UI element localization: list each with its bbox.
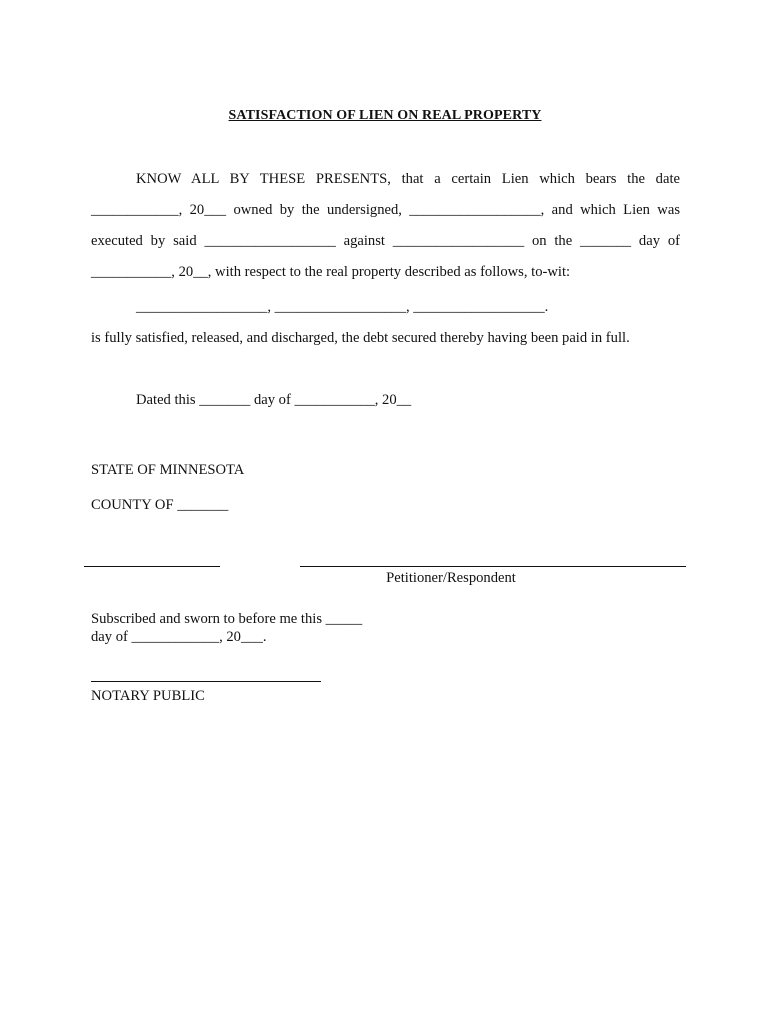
paragraph-line-1: KNOW ALL BY THESE PRESENTS, that a certain Lien which bears the date [136,171,680,187]
property-description-blanks: __________________, __________________, __________________. [136,299,549,315]
document-title: SATISFACTION OF LIEN ON REAL PROPERTY [228,108,542,123]
signature-line-right [300,566,686,567]
satisfied-statement: is fully satisfied, released, and discharged, the debt secured thereby having been paid in full. [91,330,630,346]
notary-signature-line [91,681,321,682]
signature-line-left [84,566,220,567]
sworn-line-1: Subscribed and sworn to before me this _____ [91,611,363,627]
dated-line: Dated this _______ day of ___________, 20__ [136,392,412,408]
county-line: COUNTY OF _______ [91,497,229,513]
sworn-line-2: day of ____________, 20___. [91,629,267,645]
notary-label: NOTARY PUBLIC [91,688,205,704]
paragraph-line-4: ___________, 20__, with respect to the real property described as follows, to-wit: [91,264,571,280]
state-line: STATE OF MINNESOTA [91,462,245,478]
signature-caption: Petitioner/Respondent [386,570,516,586]
paragraph-line-3: executed by said __________________ against __________________ on the _______ day of [91,233,680,249]
paragraph-line-2: ____________, 20___ owned by the undersigned, __________________, and which Lien was [91,202,680,218]
